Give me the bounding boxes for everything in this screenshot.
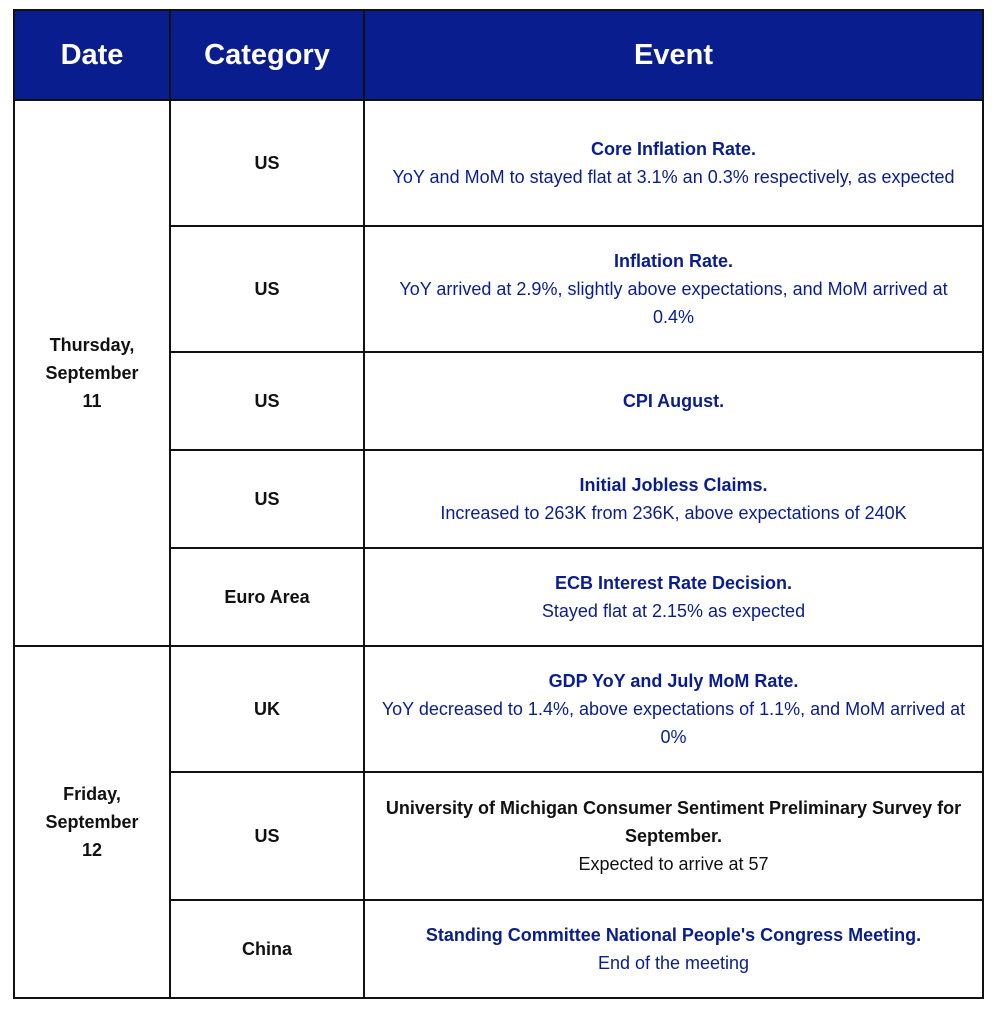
economic-calendar — [13, 9, 984, 999]
category-cell: US — [170, 100, 364, 226]
category-cell: US — [170, 352, 364, 450]
category-cell: UK — [170, 646, 364, 772]
event-title: Inflation Rate. — [613, 251, 733, 271]
event-cell — [364, 352, 983, 450]
category-cell: China — [170, 900, 364, 998]
date-label: Thursday, September 11 — [45, 335, 139, 411]
event-description: YoY arrived at 2.9%, slightly above expectations, and MoM arrived at 0.4% — [399, 279, 948, 327]
category-cell: US — [170, 772, 364, 900]
event-cell — [364, 450, 983, 548]
event-cell — [364, 772, 983, 900]
header-row — [14, 10, 983, 100]
event-cell — [364, 100, 983, 226]
event-cell — [364, 646, 983, 772]
event-title: Core Inflation Rate. — [590, 139, 756, 159]
date-cell — [14, 100, 170, 646]
event-cell — [364, 900, 983, 998]
category-cell: US — [170, 450, 364, 548]
header-category: Category — [170, 10, 364, 100]
event-description: YoY and MoM to stayed flat at 3.1% an 0.3% respectively, as expected — [392, 167, 955, 187]
event-description: Stayed flat at 2.15% as expected — [541, 601, 806, 621]
table-row — [14, 100, 983, 226]
table-row — [14, 646, 983, 772]
event-description: Increased to 263K from 236K, above expectations of 240K — [440, 503, 907, 523]
events-table — [13, 9, 984, 999]
event-title: CPI August. — [622, 391, 725, 411]
category-cell: US — [170, 226, 364, 352]
header-date: Date — [14, 10, 170, 100]
date-cell — [14, 646, 170, 998]
event-title: ECB Interest Rate Decision. — [554, 573, 793, 593]
event-cell — [364, 226, 983, 352]
event-cell — [364, 548, 983, 646]
event-description: YoY decreased to 1.4%, above expectations of 1.1%, and MoM arrived at 0% — [381, 699, 966, 747]
event-title: University of Michigan Consumer Sentiment Preliminary Survey for September. — [385, 798, 962, 846]
event-description: Expected to arrive at 57 — [578, 854, 769, 874]
header-event: Event — [364, 10, 983, 100]
event-title: GDP YoY and July MoM Rate. — [548, 671, 799, 691]
category-cell: Euro Area — [170, 548, 364, 646]
event-title: Initial Jobless Claims. — [579, 475, 768, 495]
date-label: Friday, September 12 — [45, 784, 139, 860]
event-description: End of the meeting — [597, 953, 750, 973]
event-title: Standing Committee National People's Congress Meeting. — [425, 925, 922, 945]
